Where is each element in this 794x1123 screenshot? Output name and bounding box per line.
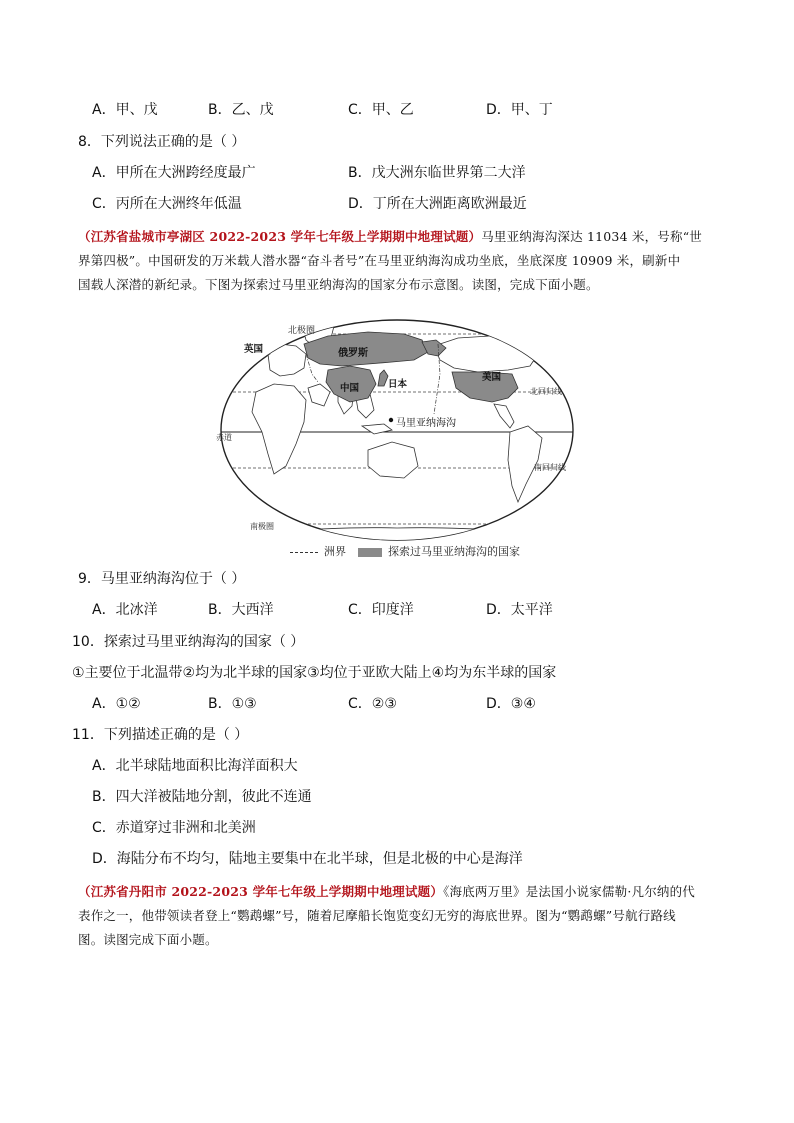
q7-option-a: A．甲、戊 (92, 102, 158, 118)
q7-option-c: C．甲、乙 (348, 102, 414, 118)
label-russia: 俄罗斯 (338, 348, 368, 359)
q8-option-a: A．甲所在大洲跨经度最广 (92, 165, 256, 181)
q10-stem: 10．探索过马里亚纳海沟的国家（ ） (72, 634, 305, 650)
label-mariana-trench: 马里亚纳海沟 (396, 418, 456, 429)
q10-statements: ①主要位于北温带②均为北半球的国家③均位于亚欧大陆上④均为东半球的国家 (72, 665, 557, 681)
label-antarctic-circle: 南极圈 (250, 522, 274, 531)
world-map (208, 314, 586, 546)
australia-shape (368, 442, 418, 478)
passage-1-line-1: 马里亚纳海沟深达 11034 米，号称“世 (481, 229, 702, 244)
q9-option-a: A．北冰洋 (92, 602, 158, 618)
label-arctic-circle: 北极圈 (288, 326, 316, 336)
passage-2-source: （江苏省丹阳市 2022-2023 学年七年级上学期期中地理试题） (78, 884, 444, 899)
q10-option-c: C．②③ (348, 696, 397, 712)
passage-2-line-3: 图。读图完成下面小题。 (78, 932, 218, 947)
map-legend (290, 545, 520, 559)
q11-option-a: A．北半球陆地面积比海洋面积大 (92, 758, 298, 774)
q8-option-b: B．戊大洲东临世界第二大洋 (348, 165, 526, 181)
antarctica-shape (228, 528, 568, 546)
q9-option-d: D．太平洋 (486, 602, 553, 618)
q11-option-c: C．赤道穿过非洲和北美洲 (92, 820, 256, 836)
q9-option-c: C．印度洋 (348, 602, 414, 618)
q8-stem: 8．下列说法正确的是（ ） (78, 134, 246, 150)
trench-marker (389, 418, 393, 422)
passage-2 (78, 880, 718, 952)
label-equator: 赤道 (216, 433, 232, 442)
label-usa: 美国 (482, 372, 502, 383)
q11-option-b: B．四大洋被陆地分割，彼此不连通 (92, 789, 312, 805)
q9-stem: 9．马里亚纳海沟位于（ ） (78, 571, 246, 587)
q8-option-c: C．丙所在大洲终年低温 (92, 196, 242, 212)
legend-boundary-label: 洲界 (324, 545, 346, 558)
passage-1 (78, 225, 718, 297)
legend-boundary-symbol (290, 552, 318, 553)
q10-option-d: D．③④ (486, 696, 536, 712)
passage-2-line-2: 表作之一，他带领读者登上“鹦鹉螺”号，随着尼摩船长饱览变幻无穷的海底世界。图为“鹦鹉螺”号航行路线 (78, 908, 676, 923)
q8-option-d: D．丁所在大洲距离欧洲最近 (348, 196, 527, 212)
label-tropic-south: 南回归线 (534, 463, 566, 472)
label-japan: 日本 (388, 379, 408, 390)
world-map-figure (208, 314, 586, 564)
passage-2-line-1: 《海底两万里》是法国小说家儒勒·凡尔纳的代 (443, 884, 696, 899)
legend-country-swatch (358, 548, 382, 557)
label-tropic-north: 北回归线 (530, 387, 562, 396)
label-uk: 英国 (244, 344, 264, 355)
q9-option-b: B．大西洋 (208, 602, 274, 618)
label-china: 中国 (340, 383, 360, 394)
q10-option-b: B．①③ (208, 696, 257, 712)
passage-1-source: （江苏省盐城市亭湖区 2022-2023 学年七年级上学期期中地理试题） (78, 229, 482, 244)
q10-option-a: A．①② (92, 696, 141, 712)
legend-country-label: 探索过马里亚纳海沟的国家 (388, 545, 520, 558)
q11-option-d: D．海陆分布不均匀，陆地主要集中在北半球，但是北极的中心是海洋 (92, 851, 523, 867)
q7-option-d: D．甲、丁 (486, 102, 553, 118)
passage-1-line-2: 界第四极”。中国研发的万米载人潜水器“奋斗者号”在马里亚纳海沟成功坐底，坐底深度 10909 米，刷新中 (78, 253, 681, 268)
q7-option-b: B．乙、戊 (208, 102, 274, 118)
q11-stem: 11．下列描述正确的是（ ） (72, 727, 249, 743)
passage-1-line-3: 国载人深潜的新纪录。下图为探索过马里亚纳海沟的国家分布示意图。读图，完成下面小题。 (78, 277, 599, 292)
